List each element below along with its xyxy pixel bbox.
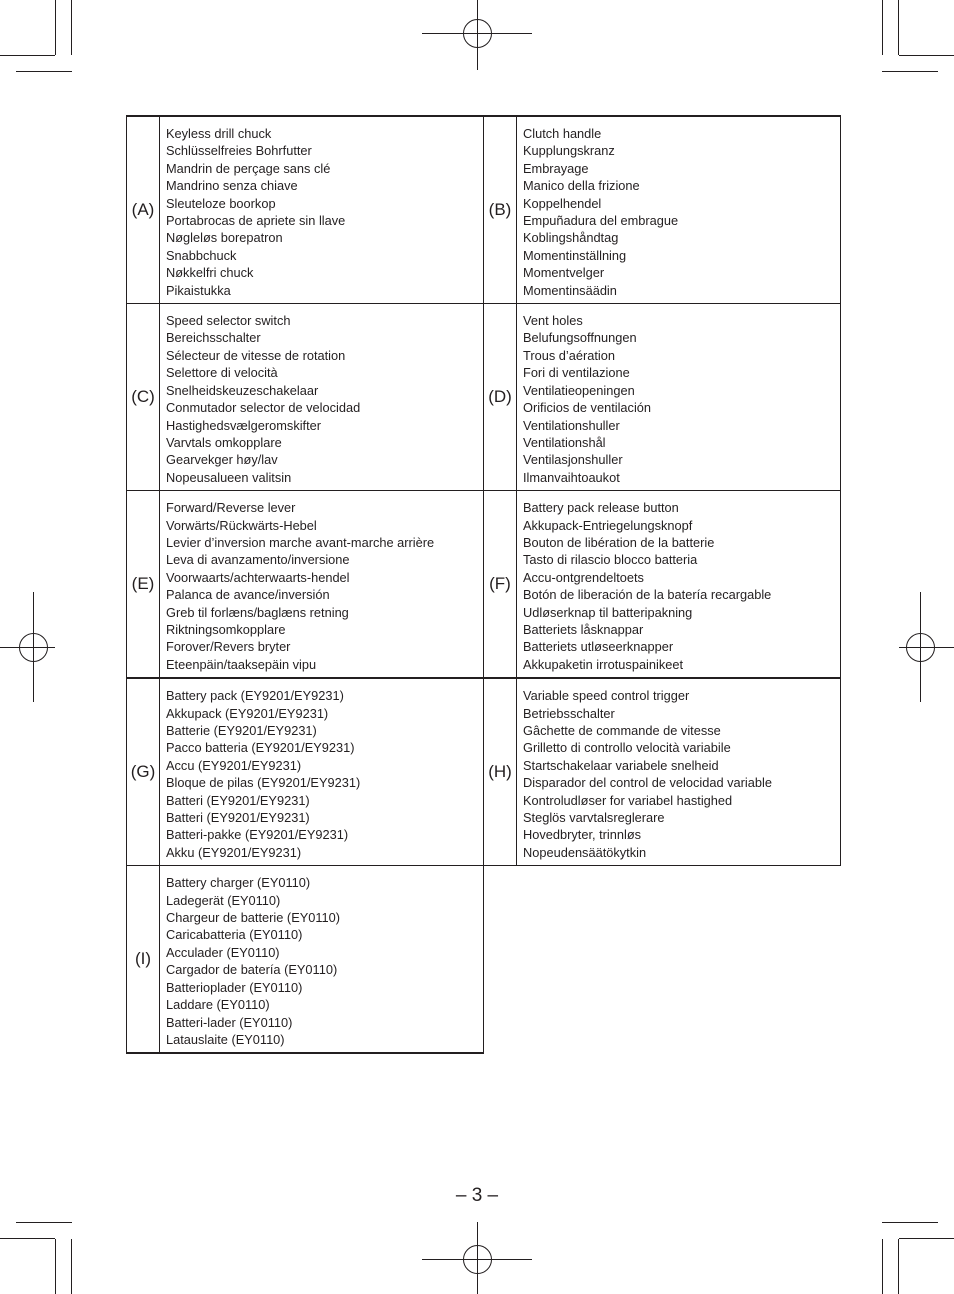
term: Battery pack release button — [523, 500, 679, 516]
term: Nopeudensäätökytkin — [523, 844, 647, 860]
term: Mandrino senza chiave — [166, 178, 298, 194]
part-label: (I) — [127, 866, 160, 1054]
term: Akkupack-Entriegelungsknopf — [523, 517, 693, 533]
term: Batteri (EY9201/EY9231) — [166, 810, 310, 826]
part-terms — [517, 678, 841, 866]
term: Batteriets låsknappar — [523, 621, 644, 637]
term: Gâchette de commande de vitesse — [523, 723, 721, 738]
term: Batteriets utløseerknapper — [523, 639, 674, 655]
term: Manico della frizione — [523, 178, 640, 194]
term: Batteri-lader (EY0110) — [166, 1014, 293, 1030]
term: Batterie (EY9201/EY9231) — [166, 723, 317, 738]
term: Laddare (EY0110) — [166, 997, 270, 1013]
part-terms — [517, 116, 841, 304]
term: Akkupaketin irrotuspainikeet — [523, 656, 684, 672]
term: Battery charger (EY0110) — [166, 875, 311, 891]
term: Varvtals omkopplare — [166, 434, 282, 450]
term: Ventilationshål — [523, 434, 606, 450]
term: Embrayage — [523, 160, 589, 176]
term: Chargeur de batterie (EY0110) — [166, 910, 341, 926]
page-number: – 3 – — [455, 1185, 499, 1206]
term: Levier d’inversion marche avant-marche arrière — [166, 534, 435, 550]
term: Portabrocas de apriete sin llave — [166, 213, 346, 229]
term: Steglös varvtalsreglerare — [523, 810, 665, 826]
term: Ventilasjonshuller — [523, 452, 623, 468]
term: Disparador del control de velocidad variable — [523, 775, 772, 791]
term: Botón de liberación de la batería recargable — [523, 587, 772, 603]
term: Ilmanvaihtoaukot — [523, 469, 620, 485]
part-terms — [160, 491, 484, 679]
term: Keyless drill chuck — [166, 126, 272, 141]
term: Acculader (EY0110) — [166, 944, 280, 960]
term: Ladegerät (EY0110) — [166, 892, 281, 908]
term: Kontroludløser for variabel hastighed — [523, 792, 733, 808]
term: Nøkkelfri chuck — [166, 265, 254, 281]
part-terms — [160, 678, 484, 866]
term: Palanca de avance/inversión — [166, 587, 330, 603]
part-label: (A) — [127, 116, 160, 304]
term: Sélecteur de vitesse de rotation — [166, 347, 346, 363]
term: Clutch handle — [523, 126, 602, 141]
term: Bereichsschalter — [166, 330, 261, 346]
term: Startschakelaar variabele snelheid — [523, 757, 719, 773]
parts-table — [126, 115, 841, 1054]
term: Vorwärts/Rückwärts-Hebel — [166, 517, 317, 533]
part-label: (E) — [127, 491, 160, 679]
term: Caricabatteria (EY0110) — [166, 927, 303, 943]
term: Betriebsschalter — [523, 705, 615, 721]
term: Batteri-pakke (EY9201/EY9231) — [166, 827, 349, 843]
part-label: (C) — [127, 304, 160, 491]
term: Mandrin de perçage sans clé — [166, 160, 331, 176]
term: Bouton de libération de la batterie — [523, 534, 715, 550]
part-terms — [160, 304, 484, 491]
term: Koblingshåndtag — [523, 230, 619, 246]
term: Batteri (EY9201/EY9231) — [166, 792, 310, 808]
part-label: (H) — [484, 678, 517, 866]
term: Grilletto di controllo velocità variabile — [523, 740, 731, 756]
term: Snabbchuck — [166, 247, 237, 263]
term: Tasto di rilascio blocco batteria — [523, 552, 698, 568]
term: Vent holes — [523, 313, 583, 329]
term: Momentvelger — [523, 265, 605, 281]
part-terms — [160, 866, 484, 1054]
term: Sleuteloze boorkop — [166, 195, 276, 211]
term: Akkupack (EY9201/EY9231) — [166, 705, 329, 721]
empty-cell — [484, 866, 517, 1054]
part-label: (G) — [127, 678, 160, 866]
term: Hastighedsvælgeromskifter — [166, 417, 322, 433]
term: Ventilationshuller — [523, 417, 620, 433]
term: Snelheidskeuzeschakelaar — [166, 382, 319, 398]
table-row — [127, 678, 841, 866]
part-label: (B) — [484, 116, 517, 304]
term: Riktningsomkopplare — [166, 621, 286, 637]
term: Udløserknap til batteripakning — [523, 604, 693, 620]
term: Nøgleløs borepatron — [166, 230, 283, 246]
term: Forover/Revers bryter — [166, 639, 291, 655]
term: Batterioplader (EY0110) — [166, 979, 303, 995]
term: Leva di avanzamento/inversione — [166, 552, 350, 568]
term: Selettore di velocità — [166, 365, 278, 381]
term: Forward/Reverse lever — [166, 500, 296, 516]
term: Pikaistukka — [166, 282, 231, 298]
part-label: (D) — [484, 304, 517, 491]
term: Kupplungskranz — [523, 143, 615, 159]
term: Conmutador selector de velocidad — [166, 400, 361, 416]
empty-cell — [517, 866, 841, 1054]
part-terms — [160, 116, 484, 304]
term: Fori di ventilazione — [523, 365, 630, 381]
term: Cargador de batería (EY0110) — [166, 962, 338, 978]
part-terms — [517, 304, 841, 491]
term: Belufungsoffnungen — [523, 330, 637, 346]
term: Gearvekger høy/lav — [166, 452, 278, 468]
term: Hovedbryter, trinnløs — [523, 827, 642, 843]
term: Empuñadura del embrague — [523, 213, 679, 229]
term: Momentinsäädin — [523, 282, 617, 298]
part-label: (F) — [484, 491, 517, 679]
term: Accu-ontgrendeltoets — [523, 569, 644, 585]
term: Latauslaite (EY0110) — [166, 1031, 285, 1047]
term: Koppelhendel — [523, 195, 602, 211]
term: Battery pack (EY9201/EY9231) — [166, 688, 344, 704]
term: Nopeusalueen valitsin — [166, 469, 292, 485]
table-row — [127, 866, 841, 1054]
term: Momentinställning — [523, 247, 627, 263]
table-row — [127, 491, 841, 679]
term: Speed selector switch — [166, 313, 291, 329]
term: Pacco batteria (EY9201/EY9231) — [166, 740, 355, 756]
term: Eteenpäin/taaksepäin vipu — [166, 656, 317, 672]
term: Greb til forlæns/baglæns retning — [166, 604, 349, 620]
term: Schlüsselfreies Bohrfutter — [166, 143, 312, 159]
part-terms — [517, 491, 841, 679]
term: Trous d’aération — [523, 347, 615, 363]
table-row — [127, 116, 841, 304]
term: Accu (EY9201/EY9231) — [166, 757, 302, 773]
table-row — [127, 304, 841, 491]
term: Ventilatieopeningen — [523, 382, 635, 398]
term: Variable speed control trigger — [523, 688, 690, 704]
term: Bloque de pilas (EY9201/EY9231) — [166, 775, 361, 791]
term: Voorwaarts/achterwaarts-hendel — [166, 569, 350, 585]
term: Akku (EY9201/EY9231) — [166, 844, 302, 860]
term: Orificios de ventilación — [523, 400, 652, 416]
